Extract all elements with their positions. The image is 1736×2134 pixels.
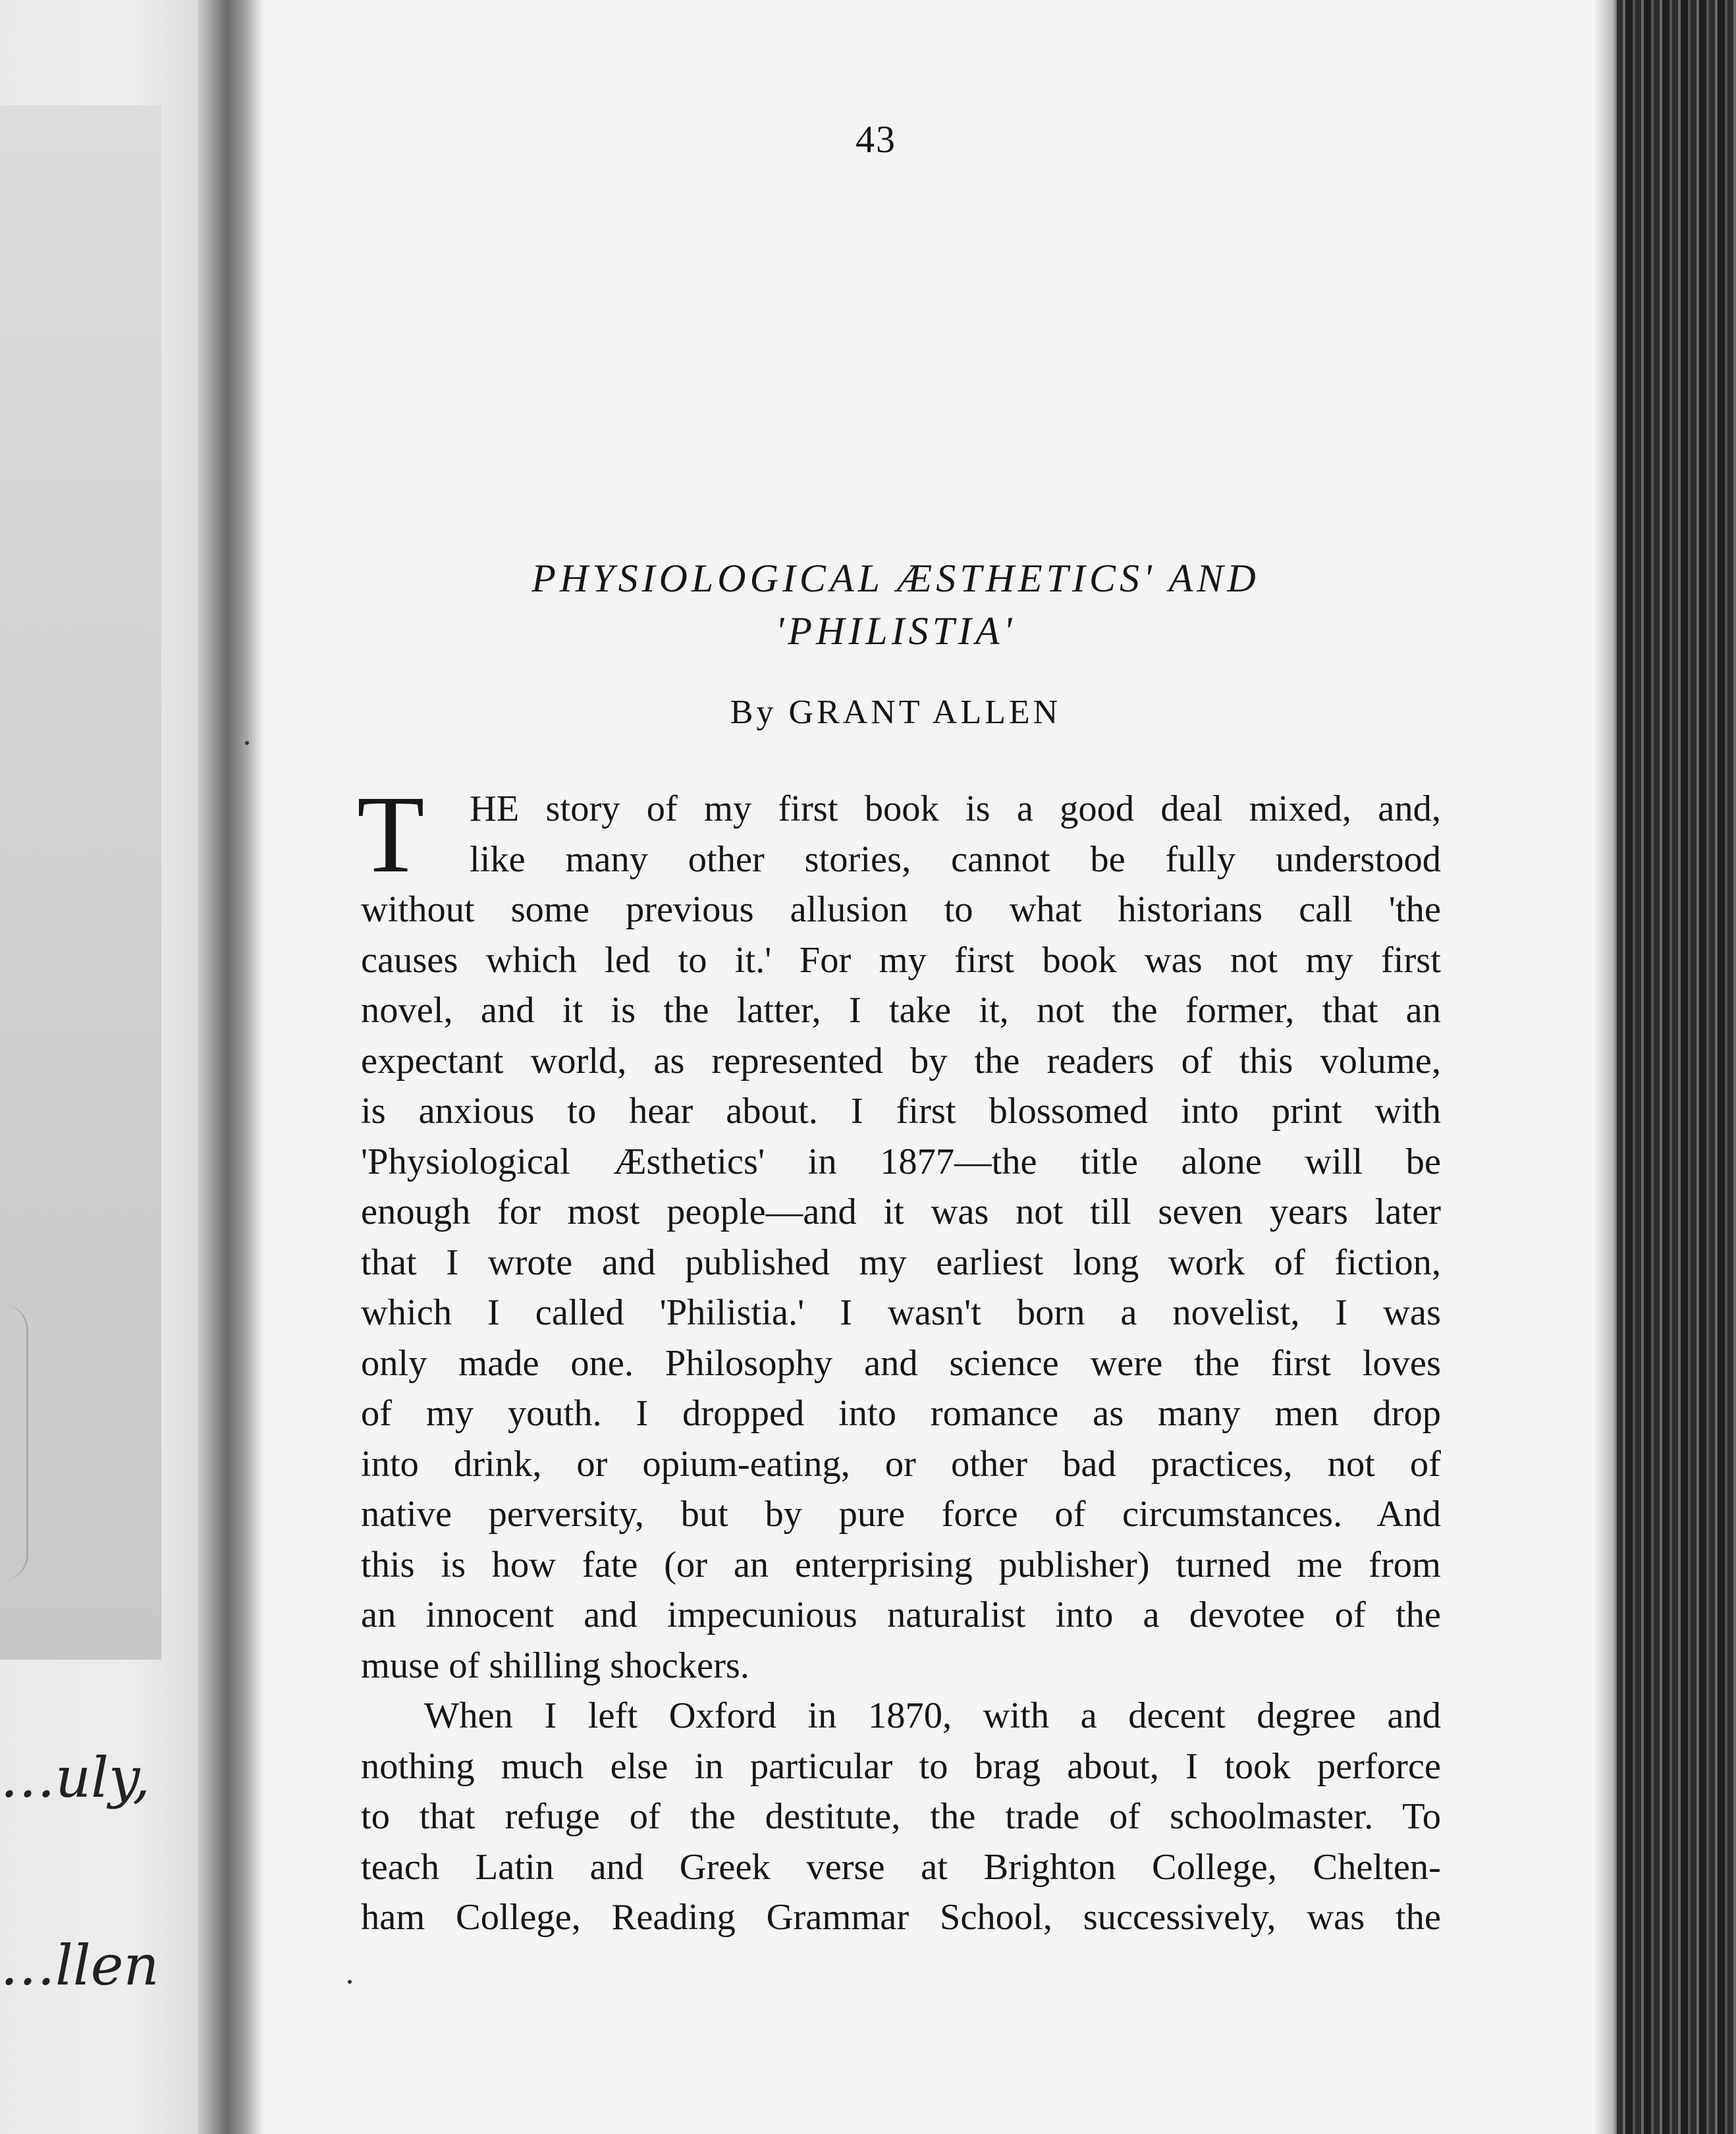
chapter-title-line-2: 'PHILISTIA' bbox=[775, 609, 1016, 653]
page-number: 43 bbox=[855, 118, 896, 161]
text-line: 'Physiological Æsthetics' in 1877—the title alone will be bbox=[361, 1141, 1441, 1182]
text-line: only made one. Philosophy and science were the first loves bbox=[361, 1342, 1441, 1384]
drop-cap: T bbox=[357, 773, 425, 896]
chapter-title-line-1: PHYSIOLOGICAL ÆSTHETICS' AND bbox=[531, 557, 1260, 600]
scan-speck bbox=[348, 1980, 352, 1984]
text-line: native perversity, but by pure force of circumstances. And bbox=[361, 1494, 1441, 1535]
text-line: that I wrote and published my earliest long work of fiction, bbox=[361, 1242, 1441, 1283]
text-line: like many other stories, cannot be fully understood bbox=[470, 838, 1441, 880]
text-line: causes which led to it.' For my first book was not my first bbox=[361, 939, 1441, 981]
left-page-illustration bbox=[0, 105, 161, 1660]
handwritten-signature-line-1: …uly, bbox=[0, 1745, 150, 1810]
text-line: into drink, or opium-eating, or other bad practices, not of bbox=[361, 1443, 1441, 1485]
text-line: ham College, Reading Grammar School, successively, was the bbox=[361, 1897, 1441, 1938]
page-edge-shadow bbox=[1594, 0, 1620, 2134]
text-line: this is how fate (or an enterprising publisher) turned me from bbox=[361, 1544, 1441, 1585]
book-binding-edge bbox=[1617, 0, 1736, 2134]
paragraph-1 bbox=[357, 773, 1441, 1691]
left-facing-page bbox=[0, 0, 217, 2134]
book-gutter-shadow bbox=[198, 0, 263, 2134]
chapter-title bbox=[369, 552, 1423, 657]
handwritten-signature-line-2: …llen bbox=[0, 1933, 159, 1998]
scan-speck bbox=[245, 741, 249, 745]
text-line: novel, and it is the latter, I take it, not the former, that an bbox=[361, 990, 1441, 1031]
illustration-sketch-edge bbox=[0, 1304, 28, 1581]
text-line: enough for most people—and it was not till seven years later bbox=[361, 1191, 1441, 1232]
text-line: which I called 'Philistia.' I wasn't born a novelist, I was bbox=[361, 1292, 1441, 1333]
text-line: nothing much else in particular to brag about, I took perforce bbox=[361, 1745, 1441, 1787]
text-line: HE story of my first book is a good deal mixed, and, bbox=[470, 788, 1441, 829]
text-line: muse of shilling shockers. bbox=[361, 1645, 750, 1686]
text-line: teach Latin and Greek verse at Brighton College, Chelten- bbox=[361, 1846, 1441, 1888]
text-line: When I left Oxford in 1870, with a decent degree and bbox=[424, 1695, 1441, 1736]
text-line: is anxious to hear about. I first blossomed into print with bbox=[361, 1091, 1441, 1132]
text-line: of my youth. I dropped into romance as many men drop bbox=[361, 1393, 1441, 1434]
text-line: an innocent and impecunious naturalist into a devotee of the bbox=[361, 1595, 1441, 1635]
text-line: without some previous allusion to what historians call 'the bbox=[361, 889, 1441, 930]
text-line: to that refuge of the destitute, the trade of schoolmaster. To bbox=[361, 1796, 1441, 1837]
text-line: expectant world, as represented by the readers of this volume, bbox=[361, 1040, 1441, 1081]
author-byline: By GRANT ALLEN bbox=[730, 694, 1062, 731]
paragraph-2 bbox=[361, 1691, 1441, 1943]
article-body bbox=[357, 773, 1441, 1943]
